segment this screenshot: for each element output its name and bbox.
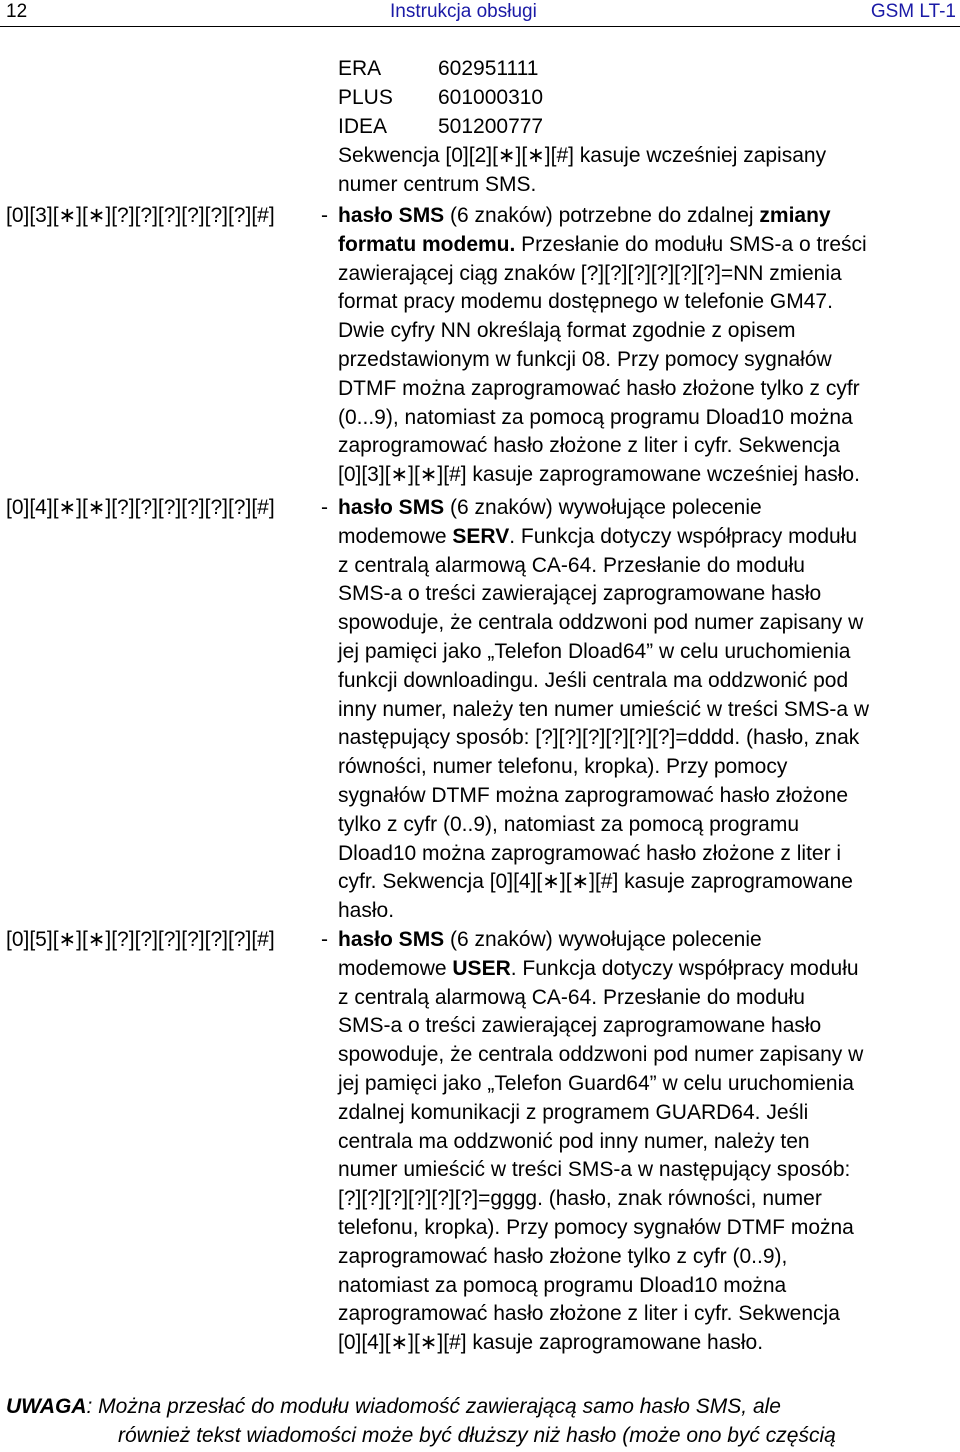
description-line — [338, 1070, 954, 1099]
operator-row — [338, 83, 948, 112]
text: zaprogramować hasło złożone z liter i cyfr. Sekwencja — [338, 1302, 840, 1326]
text: jej pamięci jako „Telefon Guard64” w celu uruchomienia — [338, 1071, 854, 1095]
text: funkcji downloadingu. Jeśli centrala ma oddzwonić pod — [338, 668, 849, 692]
description-line — [338, 260, 954, 289]
text: (6 znaków) potrzebne do zdalnej — [444, 204, 760, 227]
description-line — [338, 1300, 954, 1329]
text: z centralą alarmową CA-64. Przesłanie do modułu — [338, 553, 805, 577]
description-line — [338, 375, 954, 404]
text: telefonu, kropka). Przy pomocy sygnałów DTMF można — [338, 1215, 854, 1239]
text: centrala ma oddzwonić pod inny numer, należy ten — [338, 1129, 810, 1153]
warning-note — [6, 1392, 956, 1450]
operator-row — [338, 112, 948, 141]
text: tylko z cyfr (0..9), natomiast za pomocą programu — [338, 812, 800, 836]
document-title: Instrukcja obsługi — [390, 1, 537, 22]
operator-number: 501200777 — [438, 115, 544, 138]
description-line — [338, 523, 954, 552]
description-line — [338, 696, 954, 725]
description-line — [338, 1272, 954, 1301]
text: hasło. — [338, 899, 395, 923]
description-line — [338, 955, 954, 984]
text: [?][?][?][?][?][?]=gggg. (hasło, znak równości, numer — [338, 1187, 822, 1211]
text: przedstawionym w funkcji 08. Przy pomocy sygnałów — [338, 347, 832, 371]
description-line — [338, 868, 954, 897]
text: zdalnej komunikacji z programem GUARD64. Jeśli — [338, 1100, 809, 1124]
text: cyfr. Sekwencja [0][4][∗][∗][#] kasuje zaprogramowane — [338, 870, 853, 894]
description-line — [338, 667, 954, 696]
description-line — [338, 638, 954, 667]
operator-row — [338, 54, 948, 83]
text: . Funkcja dotyczy współpracy modułu — [510, 956, 859, 980]
text: SMS-a o treści zawierającej zaprogramowane hasło — [338, 1014, 822, 1038]
description-line — [338, 1329, 954, 1358]
page-number: 12 — [6, 1, 28, 22]
text: spowoduje, że centrala oddzwoni pod numer zapisany w — [338, 1043, 864, 1067]
bold-text: hasło SMS — [338, 496, 445, 519]
text: z centralą alarmową CA-64. Przesłanie do modułu — [338, 985, 805, 1009]
description-line — [338, 1243, 954, 1272]
text: modemowe — [338, 956, 453, 980]
text: Przesłanie do modułu SMS-a o treści — [515, 232, 867, 256]
text: numer umieścić w treści SMS-a w następujący sposób: — [338, 1158, 851, 1182]
text: zaprogramować hasło złożone z liter i cyfr. Sekwencja — [338, 434, 840, 458]
note-text: : Można przesłać do modułu wiadomość zawierającą samo hasło SMS, ale — [86, 1395, 781, 1418]
note-label: UWAGA — [6, 1395, 87, 1418]
operator-name: PLUS — [338, 86, 393, 109]
note-text: również tekst wiadomości może być dłuższy niż hasło (może ono być częścią — [118, 1424, 836, 1447]
description-line — [338, 461, 954, 490]
text: format pracy modemu dostępnego w telefonie GM47. — [338, 290, 833, 314]
text: zawierającej ciąg znaków [?][?][?][?][?][?]=NN zmienia — [338, 261, 842, 285]
text: (6 znaków) wywołujące polecenie — [444, 496, 762, 519]
description-line — [338, 288, 954, 317]
description-line — [338, 1012, 954, 1041]
operator-name: IDEA — [338, 115, 388, 138]
text: inny numer, należy ten numer umieścić w treści SMS-a w — [338, 697, 870, 721]
device-model: GSM LT-1 — [870, 1, 956, 22]
description-line — [338, 984, 954, 1013]
description-line — [338, 840, 954, 869]
bold-text: SERV — [452, 524, 510, 548]
text: Dwie cyfry NN określają format zgodnie z opisem — [338, 319, 796, 343]
operator-number: 602951111 — [438, 57, 539, 80]
description-line — [338, 580, 954, 609]
text: (6 znaków) wywołujące polecenie — [444, 928, 762, 951]
description-line — [338, 404, 954, 433]
description-line — [338, 317, 954, 346]
text: DTMF można zaprogramować hasło złożone tylko z cyfr — [338, 376, 860, 400]
description-line — [338, 811, 954, 840]
bullet-dash: - — [321, 496, 328, 519]
description-line — [338, 724, 954, 753]
bold-text: zmiany — [759, 204, 831, 227]
text: zaprogramować hasło złożone tylko z cyfr (0..9), — [338, 1244, 788, 1268]
bold-text: USER — [452, 956, 511, 980]
description-line — [338, 609, 954, 638]
description-line — [338, 753, 954, 782]
description-line — [338, 1041, 954, 1070]
function-code: [0][4][∗][∗][?][?][?][?][?][?][#] — [6, 496, 275, 519]
description-line — [338, 1185, 954, 1214]
description-line — [338, 1128, 954, 1157]
bullet-dash: - — [321, 928, 328, 951]
text: Dload10 można zaprogramować hasło złożone z liter i — [338, 841, 842, 865]
intro-text: numer centrum SMS. — [338, 173, 537, 196]
description-line — [338, 897, 954, 926]
description-line — [338, 926, 954, 955]
description-line — [338, 231, 954, 260]
text: jej pamięci jako „Telefon Dload64” w celu uruchomienia — [338, 639, 851, 663]
text: SMS-a o treści zawierającej zaprogramowane hasło — [338, 582, 822, 606]
text: sygnałów DTMF można zaprogramować hasło złożone — [338, 783, 849, 807]
function-code: [0][5][∗][∗][?][?][?][?][?][?][#] — [6, 928, 275, 951]
text: . Funkcja dotyczy współpracy modułu — [509, 524, 858, 548]
operator-number: 601000310 — [438, 86, 544, 109]
description-line — [338, 1214, 954, 1243]
description-line — [338, 1099, 954, 1128]
text: natomiast za pomocą programu Dload10 można — [338, 1273, 787, 1297]
description-line — [338, 494, 954, 523]
function-description — [338, 926, 954, 1358]
text: modemowe — [338, 524, 453, 548]
function-description — [338, 202, 954, 490]
description-line — [338, 552, 954, 581]
bold-text: hasło SMS — [338, 204, 445, 227]
page-header — [0, 0, 960, 27]
function-code: [0][3][∗][∗][?][?][?][?][?][?][#] — [6, 204, 275, 227]
text: (0...9), natomiast za pomocą programu Dload10 można — [338, 405, 853, 429]
description-line — [338, 202, 954, 231]
description-line — [338, 1156, 954, 1185]
description-line — [338, 432, 954, 461]
description-line — [338, 346, 954, 375]
bold-text: hasło SMS — [338, 928, 445, 951]
description-line — [338, 782, 954, 811]
text: [0][4][∗][∗][#] kasuje zaprogramowane hasło. — [338, 1331, 764, 1355]
text: [0][3][∗][∗][#] kasuje zaprogramowane wcześniej hasło. — [338, 463, 860, 487]
text: następujący sposób: [?][?][?][?][?][?]=dddd. (hasło, znak — [338, 726, 860, 750]
function-description — [338, 494, 954, 926]
operator-name: ERA — [338, 57, 382, 80]
intro-text: Sekwencja [0][2][∗][∗][#] kasuje wcześniej zapisany — [338, 144, 827, 167]
text: spowoduje, że centrala oddzwoni pod numer zapisany w — [338, 611, 864, 635]
bold-text: formatu modemu. — [338, 232, 516, 256]
text: równości, numer telefonu, kropka). Przy pomocy — [338, 755, 788, 779]
sms-center-intro — [338, 54, 948, 199]
bullet-dash: - — [321, 204, 328, 227]
